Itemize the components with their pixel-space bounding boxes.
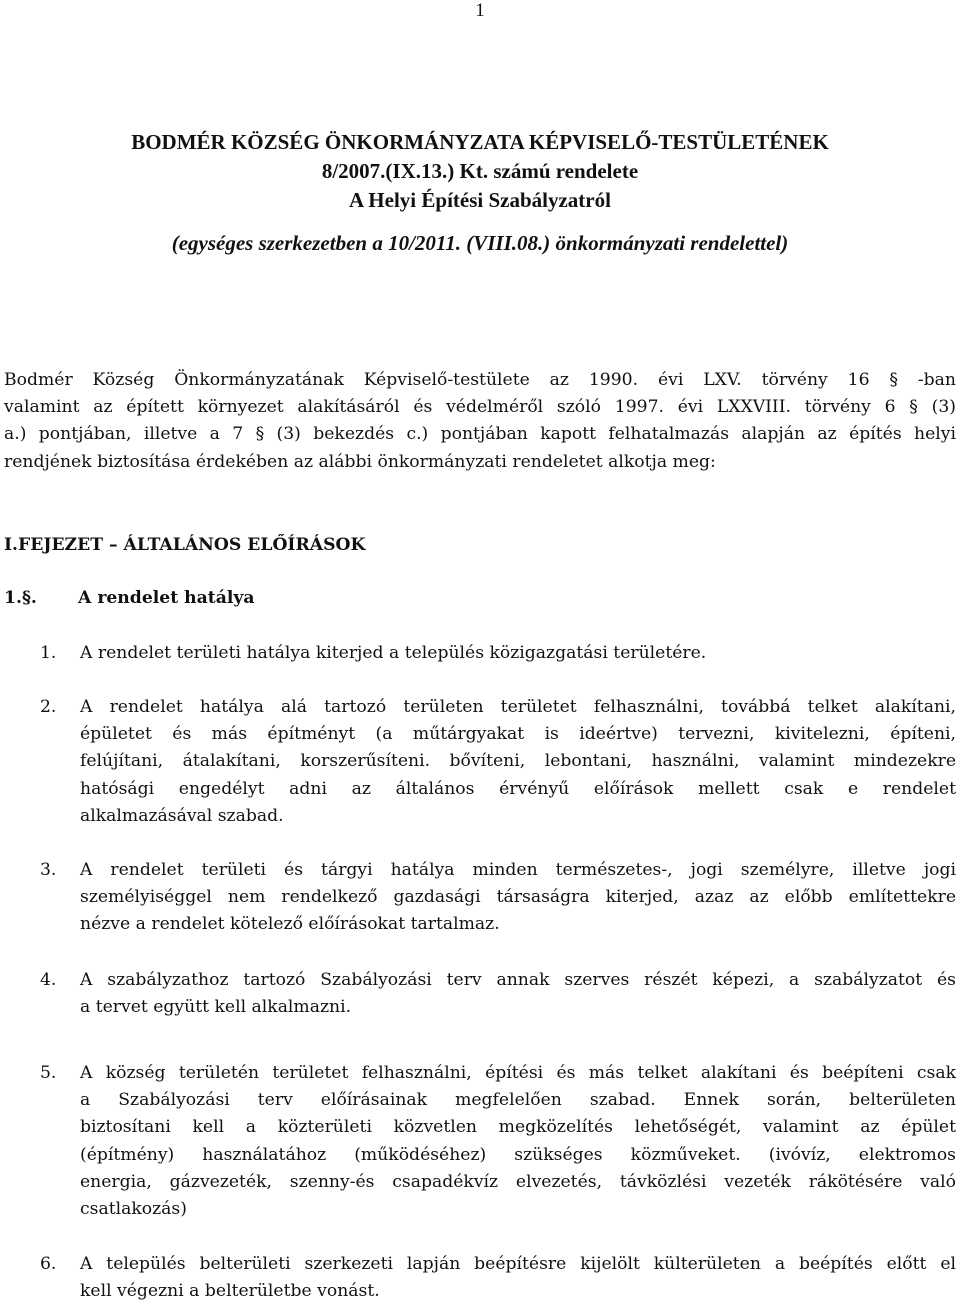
item-number: 6. — [40, 1254, 57, 1274]
title-line-subject: A Helyi Építési Szabályzatról — [349, 188, 611, 212]
item-number: 3. — [40, 860, 57, 880]
item-line: (építmény) használatához (működéséhez) szükséges közműveket. (ivóvíz, elektromos — [80, 1144, 956, 1165]
item-text — [80, 1060, 956, 1223]
item-line: A rendelet területi és tárgyi hatálya minden természetes-, jogi személyre, illetve jogi — [80, 860, 956, 880]
item-line: alkalmazásával szabad. — [80, 805, 284, 826]
item-line: épületet és más építményt (a műtárgyakat is ideértve) tervezni, kivitelezni, építeni, — [80, 724, 956, 745]
document-title — [0, 128, 960, 258]
item-line: biztosítani kell a közterületi közvetlen megközelítés lehetőségét, valamint az épület — [80, 1117, 956, 1138]
section-title: A rendelet hatálya — [78, 588, 255, 608]
title-line-consolidated-note: (egységes szerkezetben a 10/2011. (VIII.08.) önkormányzati rendelettel) — [171, 231, 789, 255]
item-line: A község területén területet felhasználni, építési és más telket alakítani és beépíteni csak — [80, 1063, 956, 1083]
item-line: a Szabályozási terv előírásainak megfelelően szabad. Ennek során, belterületen — [80, 1090, 956, 1111]
item-line: hatósági engedélyt adni az általános érvényű előírások mellett csak e rendelet — [80, 778, 956, 799]
title-line-decree-number: 8/2007.(IX.13.) Kt. számú rendelete — [321, 159, 639, 183]
item-line: felújítani, átalakítani, korszerűsíteni. bővíteni, lebontani, használni, valamint mindezekre — [80, 751, 956, 772]
title-line-authority: BODMÉR KÖZSÉG ÖNKORMÁNYZATA KÉPVISELŐ-TESTÜLETÉNEK — [131, 130, 829, 154]
page-number: 1 — [475, 0, 485, 21]
item-number: 2. — [40, 697, 57, 717]
item-number: 4. — [40, 970, 57, 990]
item-text — [80, 857, 956, 939]
item-text — [80, 967, 956, 1021]
item-line: A település belterületi szerkezeti lapján beépítésre kijelölt külterületen a beépítés előtt el — [80, 1254, 956, 1274]
item-line: energia, gázvezeték, szenny-és csapadékvíz elvezetés, távközlési vezeték rákötésére való — [80, 1171, 956, 1192]
item-text — [80, 694, 956, 830]
item-line: A rendelet területi hatálya kiterjed a település közigazgatási területére. — [80, 643, 707, 663]
preamble-line: rendjének biztosítása érdekében az alábbi önkormányzati rendeletet alkotja meg: — [4, 451, 716, 472]
preamble-line: a.) pontjában, illetve a 7 § (3) bekezdés c.) pontjában kapott felhatalmazás alapján az építés helyi — [4, 424, 956, 445]
section-heading — [4, 588, 255, 608]
chapter-heading: I.FEJEZET – ÁLTALÁNOS ELŐÍRÁSOK — [4, 535, 366, 555]
preamble — [4, 367, 956, 476]
item-line: kell végezni a belterületbe vonást. — [80, 1281, 380, 1302]
preamble-line: Bodmér Község Önkormányzatának Képviselő-testülete az 1990. évi LXV. törvény 16 § -ban — [4, 370, 956, 390]
item-text — [80, 640, 956, 667]
item-line: A rendelet hatálya alá tartozó területen területet felhasználni, továbbá telket alakítani, — [80, 697, 956, 717]
item-text — [80, 1251, 956, 1305]
item-line: a tervet együtt kell alkalmazni. — [80, 997, 352, 1018]
preamble-line: valamint az épített környezet alakításáról és védelméről szóló 1997. évi LXXVIII. törvény 6 § (3) — [4, 397, 956, 418]
item-line: csatlakozás) — [80, 1199, 187, 1220]
item-line: személyiséggel nem rendelkező gazdasági társaságra kiterjed, azaz az előbb említettekre — [80, 887, 956, 908]
item-line: nézve a rendelet kötelező előírásokat tartalmaz. — [80, 914, 500, 935]
item-line: A szabályzathoz tartozó Szabályozási terv annak szerves részét képezi, a szabályzatot és — [80, 970, 956, 990]
item-number: 1. — [40, 643, 57, 663]
item-number: 5. — [40, 1063, 57, 1083]
section-number: 1.§. — [4, 588, 37, 608]
